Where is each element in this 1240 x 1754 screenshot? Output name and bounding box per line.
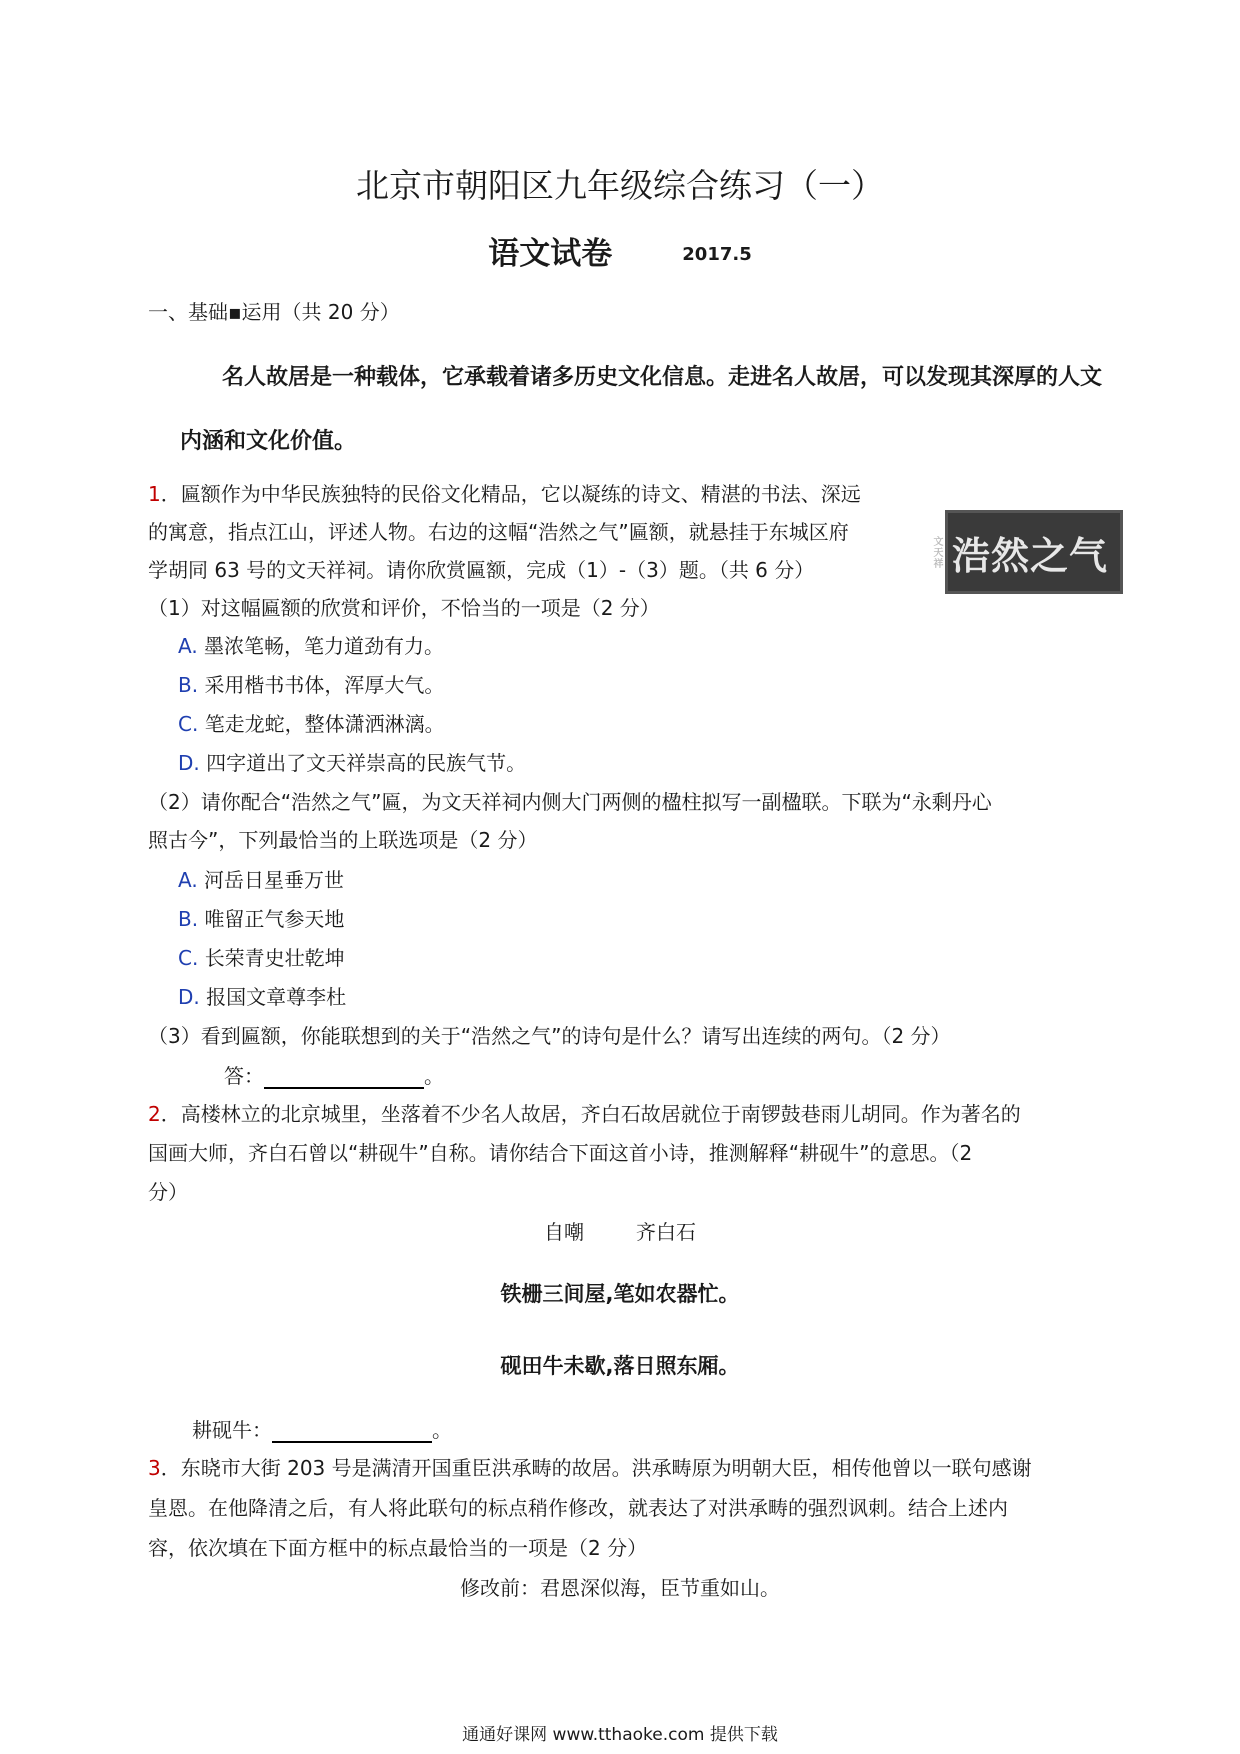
q3-number: 3	[148, 1456, 161, 1480]
q1-sub2-option-d	[178, 981, 346, 1010]
page-subtitle	[0, 228, 1240, 273]
q3-before: 修改前：君恩深似海，臣节重如山。	[460, 1576, 780, 1600]
option-text: 报国文章尊李杜	[206, 985, 347, 1009]
answer-end: 。	[424, 1064, 444, 1088]
option-letter: B.	[178, 673, 199, 697]
q1-sub2-line-2: 照古今”，下列最恰当的上联选项是（2 分）	[148, 828, 538, 852]
q1-sub1-option-d	[178, 747, 526, 776]
exam-date: 2017.5	[682, 244, 752, 265]
q1-line-3: 学胡同 63 号的文天祥祠。请你欣赏匾额，完成（1）-（3）题。（共 6 分）	[148, 558, 815, 582]
poem-line-1: 铁栅三间屋,笔如农器忙。	[500, 1282, 740, 1306]
option-letter: C.	[178, 712, 199, 736]
option-letter: A.	[178, 634, 198, 658]
poem-title: 自嘲	[544, 1220, 584, 1244]
q1-answer	[224, 1060, 444, 1089]
q1-number: 1	[148, 482, 161, 506]
answer-end: 。	[432, 1418, 452, 1442]
option-letter: B.	[178, 907, 199, 931]
answer-label: 答：	[224, 1064, 264, 1088]
q1-text-1: ．匾额作为中华民族独特的民俗文化精品，它以凝练的诗文、精湛的书法、深远	[160, 482, 861, 506]
q2-line-3: 分）	[148, 1180, 188, 1204]
q1-line-2: 的寓意，指点江山，评述人物。右边的这幅“浩然之气”匾额，就悬挂于东城区府	[148, 520, 849, 544]
option-text: 采用楷书书体，浑厚大气。	[204, 673, 445, 697]
plaque-calligraphy: 浩然之气	[951, 532, 1108, 578]
option-text: 河岳日星垂万世	[204, 868, 345, 892]
q1-sub1-option-a	[178, 630, 444, 659]
q1-sub1: （1）对这幅匾额的欣赏和评价，不恰当的一项是（2 分）	[148, 596, 660, 620]
q3-line-1	[148, 1452, 1032, 1481]
option-letter: A.	[178, 868, 198, 892]
section-heading: 一、基础▪运用（共 20 分）	[148, 300, 400, 324]
intro-line-1: 名人故居是一种载体，它承载着诸多历史文化信息。走进名人故居，可以发现其深厚的人文	[222, 365, 1103, 390]
q2-answer	[192, 1414, 452, 1443]
answer-blank[interactable]	[264, 1067, 424, 1089]
option-text: 墨浓笔畅，笔力道劲有力。	[204, 634, 445, 658]
option-text: 唯留正气参天地	[204, 907, 345, 931]
q1-sub2-option-b	[178, 903, 344, 932]
q3-text-1: ．东晓市大街 203 号是满清开国重臣洪承畴的故居。洪承畴原为明朝大臣，相传他曾以一联句感谢	[160, 1456, 1032, 1480]
q1-sub3: （3）看到匾额，你能联想到的关于“浩然之气”的诗句是什么？请写出连续的两句。（2 分）	[148, 1024, 951, 1048]
q2-number: 2	[148, 1102, 161, 1126]
option-text: 长荣青史壮乾坤	[204, 946, 345, 970]
option-letter: D.	[178, 985, 200, 1009]
q1-line-1	[148, 478, 861, 507]
q1-sub1-option-b	[178, 669, 444, 698]
option-text: 笔走龙蛇，整体潇洒淋漓。	[204, 712, 445, 736]
page-title: 北京市朝阳区九年级综合练习（一）	[356, 166, 884, 205]
q3-line-3: 容，依次填在下面方框中的标点最恰当的一项是（2 分）	[148, 1536, 648, 1560]
answer-blank[interactable]	[272, 1421, 432, 1443]
plaque-seal: 文天祥	[930, 535, 942, 569]
option-text: 四字道出了文天祥崇高的民族气节。	[206, 751, 527, 775]
option-letter: C.	[178, 946, 199, 970]
q2-line-2: 国画大师，齐白石曾以“耕砚牛”自称。请你结合下面这首小诗，推测解释“耕砚牛”的意思。（2	[148, 1141, 973, 1165]
footer-note: 通通好课网 www.tthaoke.com 提供下载	[462, 1725, 778, 1745]
q3-line-2: 皇恩。在他降清之后，有人将此联句的标点稍作修改，就表达了对洪承畴的强烈讽刺。结合上述内	[148, 1496, 1008, 1520]
q1-sub1-option-c	[178, 708, 445, 737]
poem-line-2: 砚田牛未歇,落日照东厢。	[500, 1354, 740, 1378]
poem-author: 齐白石	[636, 1220, 696, 1244]
haoran-plaque-image	[930, 510, 1123, 594]
answer-label: 耕砚牛：	[192, 1418, 272, 1442]
q1-sub2-option-c	[178, 942, 345, 971]
q2-line-1	[148, 1098, 1021, 1127]
q1-sub2-option-a	[178, 864, 344, 893]
poem-heading	[0, 1216, 1240, 1245]
option-letter: D.	[178, 751, 200, 775]
q1-sub2-line-1: （2）请你配合“浩然之气”匾，为文天祥祠内侧大门两侧的楹柱拟写一副楹联。下联为“永剩丹心	[148, 790, 992, 814]
intro-line-2: 内涵和文化价值。	[180, 429, 357, 454]
q2-text-1: ．高楼林立的北京城里，坐落着不少名人故居，齐白石故居就位于南锣鼓巷雨儿胡同。作为著名的	[160, 1102, 1021, 1126]
subtitle-text: 语文试卷	[488, 236, 613, 272]
